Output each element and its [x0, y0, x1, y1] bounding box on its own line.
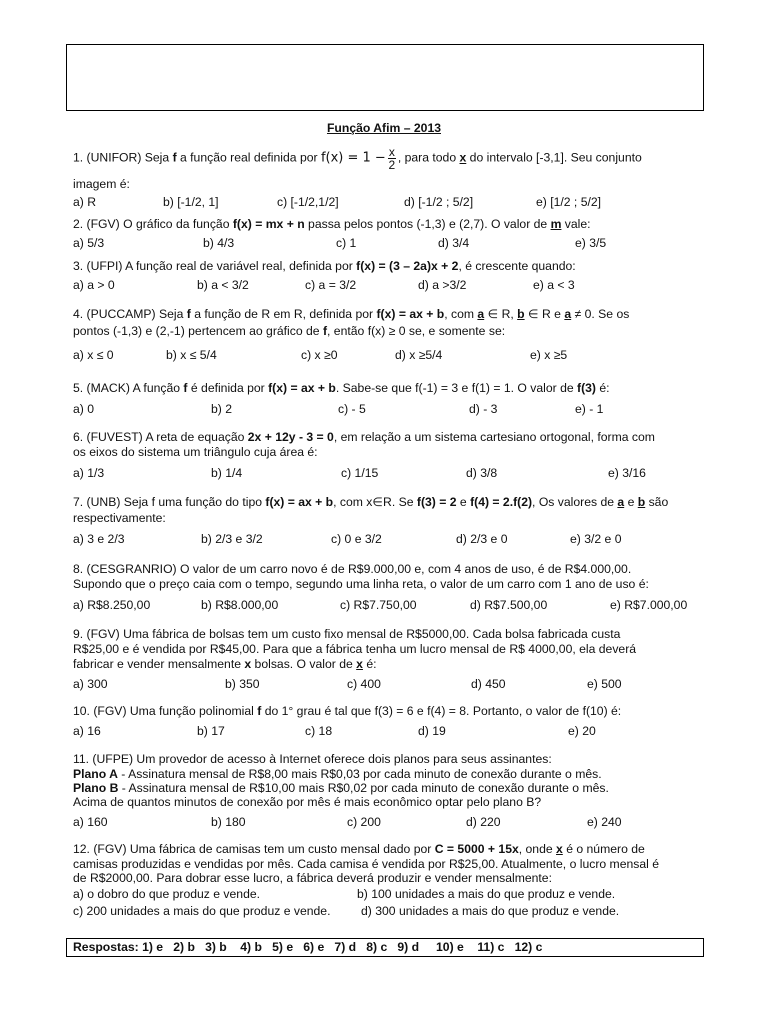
header-box [66, 44, 704, 111]
q1-option-a: a) R [73, 195, 97, 209]
q11-option-d: d) 220 [466, 815, 501, 829]
q9-option-a: a) 300 [73, 677, 108, 691]
q3-option-e: e) a < 3 [533, 278, 575, 292]
fraction-x-over-2: $\frac{x}{2}$ [388, 145, 396, 172]
q2-option-a: a) 5/3 [73, 236, 105, 250]
q10-option-a: a) 16 [73, 724, 101, 738]
q7-option-d: d) 2/3 e 0 [456, 532, 508, 546]
q2-option-b: b) 4/3 [203, 236, 235, 250]
question-8-line2: Supondo que o preço caia com o tempo, segundo uma linha reta, o valor de um carro com 1 ano de uso é: [73, 577, 649, 591]
question-4-line2: pontos (-1,3) e (2,-1) pertencem ao gráfico de f, então f(x) ≥ 0 se, e somente se: [73, 324, 506, 338]
q2-option-d: d) 3/4 [438, 236, 470, 250]
question-9-line3: fabricar e vender mensalmente x bolsas. O valor de x é: [73, 657, 377, 671]
q5-option-d: d) - 3 [469, 402, 498, 416]
q4-option-b: b) x ≤ 5/4 [166, 348, 217, 362]
question-11-plan-b: Plano B - Assinatura mensal de R$10,00 mais R$0,02 por cada minuto de conexão durante o mês. [73, 781, 609, 795]
question-12: 12. (FGV) Uma fábrica de camisas tem um custo mensal dado por C = 5000 + 15x, onde x é o número de [73, 842, 645, 856]
question-9: 9. (FGV) Uma fábrica de bolsas tem um custo fixo mensal de R$5000,00. Cada bolsa fabricada custa [73, 627, 621, 641]
q12-option-b: b) 100 unidades a mais do que produz e vende. [357, 887, 616, 901]
q3-option-a: a) a > 0 [73, 278, 115, 292]
q9-option-e: e) 500 [587, 677, 622, 691]
q1-option-c: c) [-1/2,1/2] [277, 195, 339, 209]
question-1-line2: imagem é: [73, 177, 130, 191]
q5-option-e: e) - 1 [575, 402, 604, 416]
question-7: 7. (UNB) Seja f uma função do tipo f(x) = ax + b, com x∈R. Se f(3) = 2 e f(4) = 2.f(2), Os valores de a e b são [73, 495, 669, 509]
q6-option-c: c) 1/15 [341, 466, 379, 480]
q8-option-a: a) R$8.250,00 [73, 598, 151, 612]
q9-option-c: c) 400 [347, 677, 381, 691]
q10-option-b: b) 17 [197, 724, 225, 738]
question-4: 4. (PUCCAMP) Seja f a função de R em R, definida por f(x) = ax + b, com a ∈ R, b ∈ R e a ≠ 0. Se os [73, 307, 630, 321]
q4-option-e: e) x ≥5 [530, 348, 568, 362]
q10-option-e: e) 20 [568, 724, 596, 738]
q12-option-c: c) 200 unidades a mais do que produz e vende. [73, 904, 331, 918]
question-2: 2. (FGV) O gráfico da função f(x) = mx + n passa pelos pontos (-1,3) e (2,7). O valor de m vale: [73, 217, 591, 231]
q10-option-d: d) 19 [418, 724, 446, 738]
q4-option-c: c) x ≥0 [301, 348, 338, 362]
q8-option-d: d) R$7.500,00 [470, 598, 548, 612]
q4-option-d: d) x ≥5/4 [395, 348, 443, 362]
question-11-line4: Acima de quantos minutos de conexão por mês é mais econômico optar pelo plano B? [73, 795, 542, 809]
question-9-line2: R$25,00 e é vendida por R$45,00. Para que a fábrica tenha um lucro mensal de R$ 4000,00, ela deverá [73, 642, 637, 656]
q12-option-d: d) 300 unidades a mais do que produz e vende. [361, 904, 620, 918]
q11-option-a: a) 160 [73, 815, 108, 829]
question-5: 5. (MACK) A função f é definida por f(x) = ax + b. Sabe-se que f(-1) = 3 e f(1) = 1. O valor de f(3) é: [73, 381, 610, 395]
question-8: 8. (CESGRANRIO) O valor de um carro novo é de R$9.000,00 e, com 4 anos de uso, é de R$4.000,00. [73, 562, 632, 576]
q5-option-b: b) 2 [211, 402, 233, 416]
q8-option-c: c) R$7.750,00 [340, 598, 417, 612]
q10-option-c: c) 18 [305, 724, 333, 738]
q6-option-e: e) 3/16 [608, 466, 646, 480]
q7-option-a: a) 3 e 2/3 [73, 532, 125, 546]
q8-option-b: b) R$8.000,00 [201, 598, 279, 612]
q5-option-c: c) - 5 [338, 402, 366, 416]
question-11: 11. (UFPE) Um provedor de acesso à Internet oferece dois planos para seus assinantes: [73, 752, 552, 766]
q3-option-c: c) a = 3/2 [305, 278, 357, 292]
q2-option-e: e) 3/5 [575, 236, 607, 250]
q1-option-e: e) [1/2 ; 5/2] [536, 195, 602, 209]
q11-option-e: e) 240 [587, 815, 622, 829]
question-7-line2: respectivamente: [73, 511, 166, 525]
q3-option-d: d) a >3/2 [418, 278, 467, 292]
question-1: 1. (UNIFOR) Seja f a função real definida por f(x) = 1 − $\frac{x}{2}$ , para todo x do intervalo [-3,1]. Seu conjunto [73, 145, 642, 172]
q6-option-a: a) 1/3 [73, 466, 105, 480]
answer-key: Respostas: 1) e 2) b 3) b 4) b 5) e 6) e 7) d 8) c 9) d 10) e 11) c 12) c [66, 938, 704, 957]
q5-option-a: a) 0 [73, 402, 95, 416]
q2-option-c: c) 1 [336, 236, 357, 250]
q11-option-c: c) 200 [347, 815, 381, 829]
question-10: 10. (FGV) Uma função polinomial f do 1° grau é tal que f(3) = 6 e f(4) = 8. Portanto, o valor de f(10) é: [73, 704, 622, 718]
q1-option-b: b) [-1/2, 1] [163, 195, 219, 209]
q6-option-d: d) 3/8 [466, 466, 498, 480]
question-6: 6. (FUVEST) A reta de equação 2x + 12y - 3 = 0, em relação a um sistema cartesiano ortogonal, forma com [73, 430, 655, 444]
q7-option-c: c) 0 e 3/2 [331, 532, 382, 546]
q1-option-d: d) [-1/2 ; 5/2] [404, 195, 474, 209]
q4-option-a: a) x ≤ 0 [73, 348, 114, 362]
q6-option-b: b) 1/4 [211, 466, 243, 480]
q12-option-a: a) o dobro do que produz e vende. [73, 887, 261, 901]
page-title: Função Afim – 2013 [326, 121, 441, 135]
q9-option-b: b) 350 [225, 677, 260, 691]
q7-option-e: e) 3/2 e 0 [570, 532, 622, 546]
q3-option-b: b) a < 3/2 [197, 278, 249, 292]
question-12-line2: camisas produzidas e vendidas por mês. Cada camisa é vendida por R$25,00. Atualmente, o lucro mensal é [73, 857, 659, 871]
q11-option-b: b) 180 [211, 815, 246, 829]
question-3: 3. (UFPI) A função real de variável real, definida por f(x) = (3 – 2a)x + 2, é crescente quando: [73, 259, 576, 273]
question-11-plan-a: Plano A - Assinatura mensal de R$8,00 mais R$0,03 por cada minuto de conexão durante o mês. [73, 767, 602, 781]
q8-option-e: e) R$7.000,00 [610, 598, 688, 612]
question-12-line3: de R$2000,00. Para dobrar esse lucro, a fábrica deverá produzir e vender mensalmente: [73, 871, 552, 885]
q7-option-b: b) 2/3 e 3/2 [201, 532, 263, 546]
q9-option-d: d) 450 [471, 677, 506, 691]
question-6-line2: os eixos do sistema um triângulo cuja área é: [73, 445, 318, 459]
